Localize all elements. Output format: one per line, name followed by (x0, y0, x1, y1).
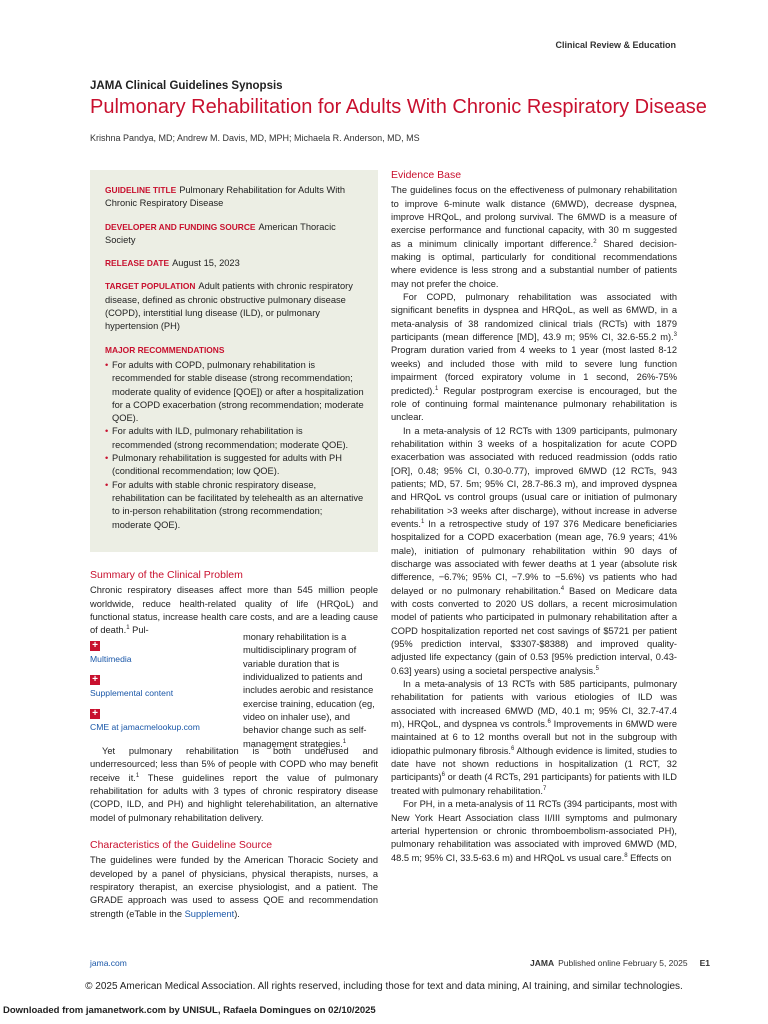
section-heading: Summary of the Clinical Problem (90, 569, 243, 581)
citation: 1 (135, 772, 140, 779)
citation: 1 (434, 385, 439, 392)
copyright-notice: © 2025 American Medical Association. All rights reserved, including those for text and data mining, AI training, and similar technologies. (85, 981, 683, 992)
summary-wrap-text (243, 631, 378, 751)
summary-section (90, 569, 378, 638)
citation: 1 (342, 738, 347, 745)
synopsis-label: JAMA Clinical Guidelines Synopsis (90, 80, 283, 92)
text: monary rehabilitation is a multidisciplinary program of variable duration that is individualized to patients and includes aerobic and resistance exercise training, education (eg, video on inhaler use), and behavior change such as self-management strategies. (243, 632, 375, 749)
paragraph (391, 291, 677, 424)
field-value: Adult patients with chronic respiratory disease, defined as chronic obstructive pulmonary disease (COPD), interstitial lung disease (ILD), or pulmonary hypertension (PH) (105, 281, 353, 332)
text: Chronic respiratory diseases affect more than 545 million people worldwide, reduce health-related quality of life (HRQoL) and functional status, increase health care costs, and are a leading cause of death. (90, 585, 378, 636)
text: The guidelines focus on the effectiveness of pulmonary rehabilitation to improve 6-minute walk distance (6MWD), decrease dyspnea, improve HRQoL, and prolong survival. The 6MWD is a measure of exercise performance and functional capacity, with 30 m suggested as a minimum clinically important difference. (391, 185, 677, 249)
section-heading: Characteristics of the Guideline Source (90, 839, 273, 852)
citation: 7 (542, 785, 547, 792)
summary-continued (90, 745, 378, 921)
paragraph (391, 425, 677, 679)
text: Improvements in 6MWD were maintained at 6 to 12 months overall but not in the subgroup with idiopathic pulmonary fibrosis. (391, 719, 677, 756)
citation: 6 (441, 772, 445, 779)
citation: 3 (673, 332, 677, 339)
field-value: American Thoracic Society (105, 221, 336, 245)
target-population-field (105, 280, 364, 333)
field-value: August 15, 2023 (172, 258, 240, 269)
list-item: • For adults with ILD, pulmonary rehabilitation is recommended (strong recommendation; moderate QOE). (105, 425, 364, 452)
cme-link[interactable] (90, 709, 240, 733)
citation: 1 (126, 625, 130, 632)
citation: 5 (595, 665, 599, 672)
paragraph (90, 745, 378, 825)
field-value: Pulmonary Rehabilitation for Adults With Chronic Respiratory Disease (105, 185, 346, 209)
list-item: • For adults with stable chronic respiratory disease, rehabilitation can be facilitated by telehealth as an alternative to in-person rehabilitation (strong recommendation; moderate QOE). (105, 479, 364, 532)
recommendations-list (105, 359, 364, 532)
paragraph (391, 184, 677, 291)
text: In a retrospective study of 197 376 Medicare beneficiaries hospitalized for a COPD exacerbation (mean age, 76.9 years; 41% male), initiation of pulmonary rehabilitation within 90 days of discharge was associated with fewer deaths at 1 year (absolute risk difference, −6.7%; 95% CI, −7.9% to −5.6%) vs patients who had delayed or no pulmonary rehabilitation. (391, 518, 677, 596)
paragraph (391, 798, 677, 865)
supplement-link[interactable]: Supplement (184, 908, 235, 919)
field-key: DEVELOPER AND FUNDING SOURCE (105, 221, 256, 232)
text: Although evidence is limited, studies to date have not shown reductions in hospitalization (1 RCT, 32 participants) (391, 745, 677, 783)
cme-prefix: CME at (90, 722, 122, 732)
list-item: • Pulmonary rehabilitation is suggested for adults with PH (conditional recommendation; low QOE). (105, 452, 364, 479)
publication-info (530, 958, 710, 968)
link-text[interactable]: Supplemental content (90, 688, 174, 698)
citation: 6 (511, 745, 515, 752)
section-heading: Evidence Base (391, 169, 462, 181)
paragraph (90, 854, 378, 921)
journal-name: JAMA (530, 958, 555, 968)
list-item: • For adults with COPD, pulmonary rehabilitation is recommended for stable disease (strong recommendation; moderate quality of evidence [QOE]) or after a hospitalization for a COPD exacerbation (strong recommendation; moderate QOE). (105, 359, 364, 425)
paragraph (90, 584, 378, 637)
citation: 4 (560, 585, 565, 592)
recommendations-heading (105, 344, 364, 357)
publish-date: Published online February 5, 2025 (558, 958, 688, 968)
plus-icon: + (90, 709, 100, 719)
evidence-section (391, 169, 677, 865)
guideline-title-field (105, 184, 364, 211)
text: In a meta-analysis of 13 RCTs with 585 participants, pulmonary rehabilitation for patients with various etiologies of ILD was associated with increased 6MWD (MD, 40.1 m; 95% CI, 32.7-47.4 m), HRQoL, and dyspnea vs controls. (391, 679, 677, 730)
paragraph (391, 678, 677, 798)
release-date-field (105, 257, 364, 270)
author-list: Krishna Pandya, MD; Andrew M. Davis, MD, MPH; Michaela R. Anderson, MD, MS (90, 133, 420, 143)
field-key: RELEASE DATE (105, 258, 170, 269)
text: In a meta-analysis of 12 RCTs with 1309 participants, pulmonary rehabilitation within 3 weeks of a hospitalization for acute COPD exacerbation was associated with reduced readmission (odds ratio [OR], 0.48; 95% CI, 0.30-0.77), improved 6MWD (12 RCTs, 943 patients; MD, 57. 5m; 95% CI, 28.7-86.3 m), and improved dyspnea and HRQoL vs control groups (usual care or initiation of pulmonary rehabilitation >3 weeks after discharge), without increase in adverse events. (391, 425, 677, 529)
cme-url[interactable]: jamacmelookup.com (121, 722, 200, 732)
citation: 8 (624, 852, 628, 859)
text: These guidelines report the value of pulmonary rehabilitation for adults with 3 types of chronic respiratory disease (COPD, ILD, and PH) and highlight telerehabilitation, an alternative model of pulmonary rehabilitation delivery. (90, 772, 378, 823)
page-number: E1 (699, 958, 710, 968)
plus-icon: + (90, 675, 100, 685)
multimedia-link[interactable] (90, 641, 240, 665)
text: Effects on (627, 852, 672, 863)
text: Yet pulmonary rehabilitation is both underused and underresourced; less than 5% of people with COPD who may benefit receive it. (90, 746, 378, 783)
text: Program duration varied from 4 weeks to 1 year (most lasted 8-12 weeks) and included those with mild to severe lung function impairment (forced expiratory volume in 1 second, 26%-75% predicted). (391, 345, 677, 396)
text: Regular postprogram exercise is encouraged, but the role of continuing formal maintenance pulmonary rehabilitation is unclear. (391, 385, 677, 423)
download-notice: Downloaded from jamanetwork.com by UNISUL, Rafaela Domingues on 02/10/2025 (3, 1005, 376, 1016)
text: The guidelines were funded by the American Thoracic Society and developed by a panel of physicians, physical therapists, nurses, a respiratory therapist, an exercise physiologist, and a patient. The GRADE approach was used to assess QOE and recommendation strength (eTable in the (90, 855, 378, 919)
citation: 6 (547, 719, 551, 725)
supplemental-content-link[interactable] (90, 675, 240, 699)
field-key: TARGET POPULATION (105, 281, 196, 292)
article-title: Pulmonary Rehabilitation for Adults With Chronic Respiratory Disease (90, 96, 707, 118)
text: For COPD, pulmonary rehabilitation was associated with significant benefits in dyspnea and HRQoL, as well as 6MWD, in a meta-analysis of 38 randomized clinical trials (RCTs) with 1879 participants (mean difference [MD], 43.9 m; 95% CI, 32.6-55.2 m). (391, 292, 677, 343)
link-text[interactable]: Multimedia (90, 654, 132, 664)
section-label: Clinical Review & Education (555, 40, 676, 50)
media-links (90, 641, 240, 743)
text: or death (4 RCTs, 291 participants) for patients with ILD treated with pulmonary rehabilitation. (391, 772, 677, 796)
text: ). (234, 908, 240, 919)
developer-field (105, 221, 364, 248)
field-key: GUIDELINE TITLE (105, 185, 177, 195)
citation: 2 (593, 238, 597, 245)
text: Based on Medicare data with costs converted to 2020 US dollars, a recent microsimulation model of patients who participated in pulmonary rehabilitation after a COPD hospitalization reported net cost savings of $5721 per patient (95% prediction interval, $3307-$8388) and improved quality-adjusted life expectancy (gain of 0.53 [95% prediction interval, 0.43-0.63] years) using a societal perspective analysis. (391, 585, 677, 676)
citation: 1 (420, 518, 425, 525)
text: Shared decision-making is optimal, particularly for conditional recommendations where evidence is less strong and a substantial number of patients may not prefer the choice. (391, 238, 677, 289)
plus-icon: + (90, 641, 100, 651)
journal-site-link[interactable]: jama.com (90, 958, 127, 968)
guideline-summary-box (90, 170, 378, 552)
text: Pul- (129, 625, 149, 636)
text: For PH, in a meta-analysis of 11 RCTs (394 participants, most with New York Heart Association class II/III symptoms and pulmonary arterial hypertension or chronic thromboembolism-associated PH), pulmonary rehabilitation was associated with improved 6MWD (MD, 48.5 m; 95% CI, 33.5-63.6 m) and HRQoL vs usual care. (391, 799, 677, 863)
field-key: MAJOR RECOMMENDATIONS (105, 344, 225, 355)
